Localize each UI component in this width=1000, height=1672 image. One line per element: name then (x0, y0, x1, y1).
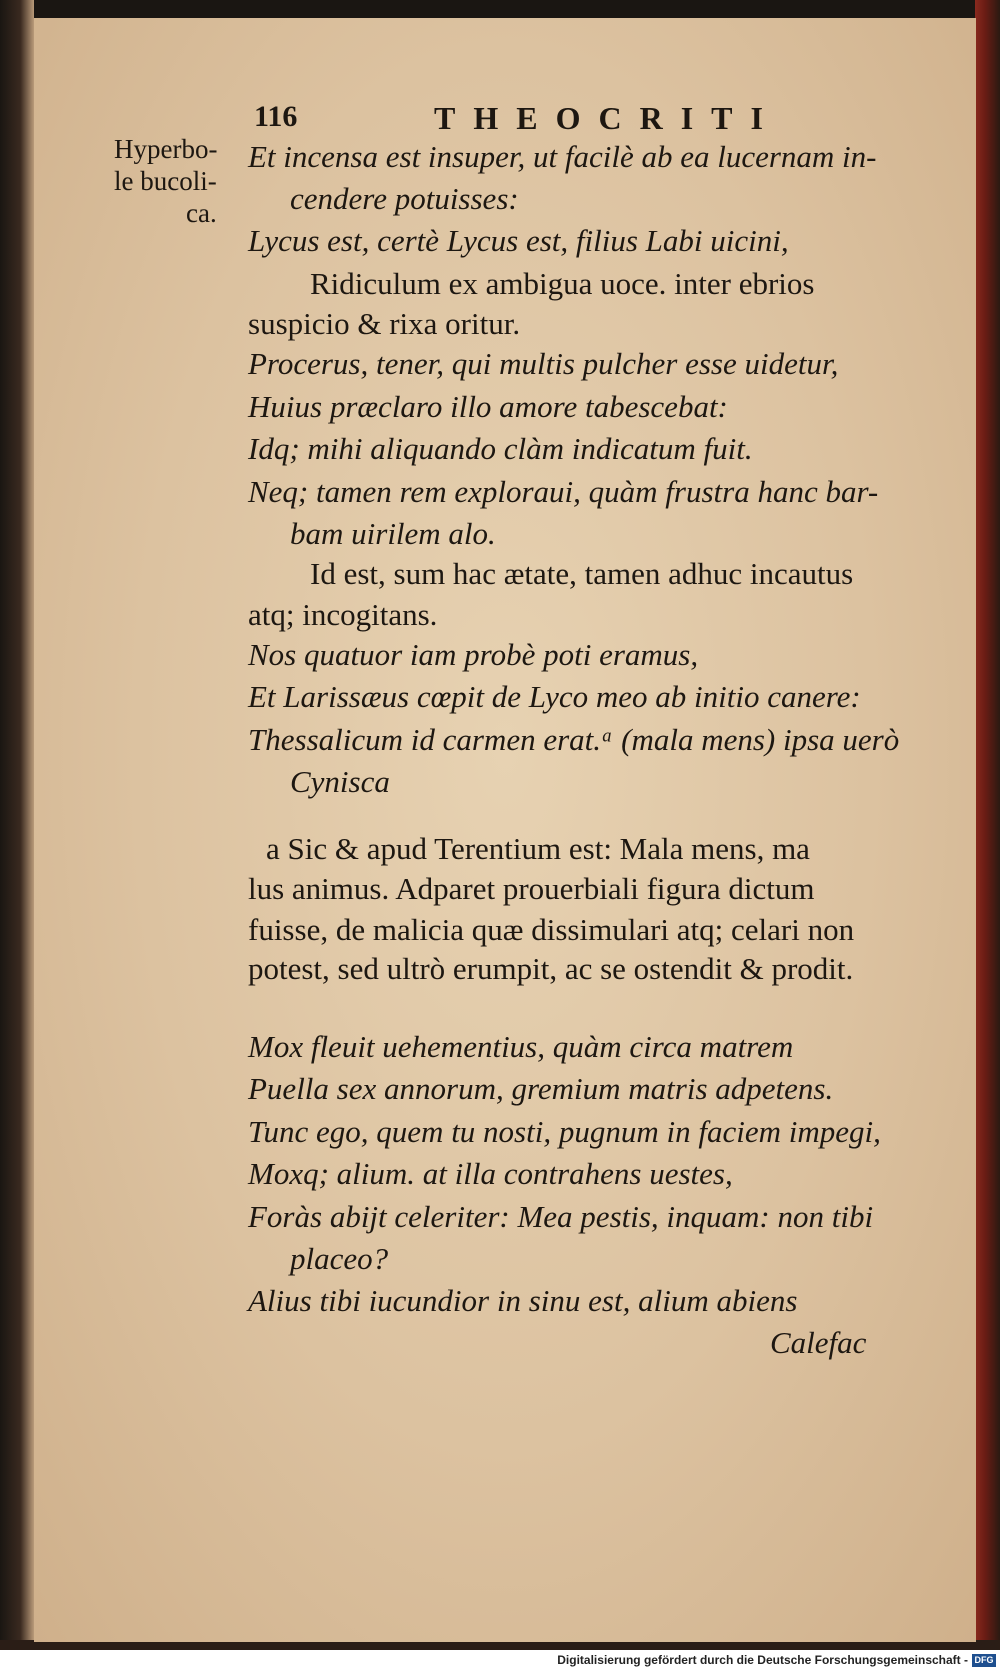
marginal-note-line: ca. (186, 198, 217, 228)
verse-line: Huius præclaro illo amore tabescebat: (248, 389, 728, 424)
verse-line: Cynisca (290, 764, 390, 799)
verse-line: Tunc ego, quem tu nosti, pugnum in faciem impegi, (248, 1114, 881, 1149)
scan-border-left (0, 0, 34, 1648)
verse-line: Nos quatuor iam probè poti eramus, (248, 637, 699, 672)
verse-line: Neq; tamen rem exploraui, quàm frustra hanc bar- (248, 474, 879, 509)
running-head (254, 100, 894, 140)
verse-line: Foràs abijt celeriter: Mea pestis, inquam: non tibi (248, 1199, 874, 1234)
verse-line: Mox fleuit uehementius, quàm circa matrem (248, 1029, 794, 1064)
commentary-line: Ridiculum ex ambigua uoce. inter ebrios (310, 266, 815, 301)
note-line: fuisse, de malicia quæ dissimulari atq; celari non (248, 912, 855, 947)
running-title: THEOCRITI (434, 100, 781, 136)
commentary-line: atq; incogitans. (248, 597, 438, 632)
commentary-line: Id est, sum hac ætate, tamen adhuc incautus (310, 556, 854, 591)
page-number: 116 (254, 100, 298, 133)
note-line: lus animus. Adparet prouerbiali figura dictum (248, 871, 815, 906)
note-line: potest, sed ultrò erumpit, ac se ostendit & prodit. (248, 951, 854, 986)
book-edge-right (975, 0, 1000, 1648)
verse-line: Idq; mihi aliquando clàm indicatum fuit. (248, 431, 753, 466)
scan-border-top (0, 0, 1000, 18)
book-page (34, 18, 976, 1642)
verse-line: Alius tibi iucundior in sinu est, alium abiens (248, 1283, 798, 1318)
verse-line: Lycus est, certè Lycus est, filius Labi uicini, (248, 223, 789, 258)
marginal-note-line: le bucoli- (114, 166, 217, 196)
marginal-note-line: Hyperbo- (114, 134, 218, 164)
verse-line: cendere potuisses: (290, 181, 519, 216)
verse-line: Et incensa est insuper, ut facilè ab ea lucernam in- (248, 139, 877, 174)
verse-line: Thessalicum id carmen erat.ᵃ (mala mens) ipsa uerò (248, 722, 900, 757)
verse-line: bam uirilem alo. (290, 516, 496, 551)
note-line: a Sic & apud Terentium est: Mala mens, ma (266, 831, 810, 866)
verse-line: placeo? (290, 1241, 389, 1276)
catchword: Calefac (770, 1325, 867, 1360)
verse-line: Procerus, tener, qui multis pulcher esse uidetur, (248, 346, 839, 381)
digitization-footer (0, 1650, 1000, 1672)
verse-line: Moxq; alium. at illa contrahens uestes, (248, 1156, 733, 1191)
verse-line: Puella sex annorum, gremium matris adpetens. (248, 1071, 834, 1106)
verse-line: Et Larissæus cœpit de Lyco meo ab initio canere: (248, 679, 861, 714)
dfg-logo-icon: DFG (972, 1654, 996, 1667)
funding-credit: Digitalisierung gefördert durch die Deutsche Forschungsgemeinschaft - (557, 1653, 968, 1667)
commentary-line: suspicio & rixa oritur. (248, 306, 521, 341)
